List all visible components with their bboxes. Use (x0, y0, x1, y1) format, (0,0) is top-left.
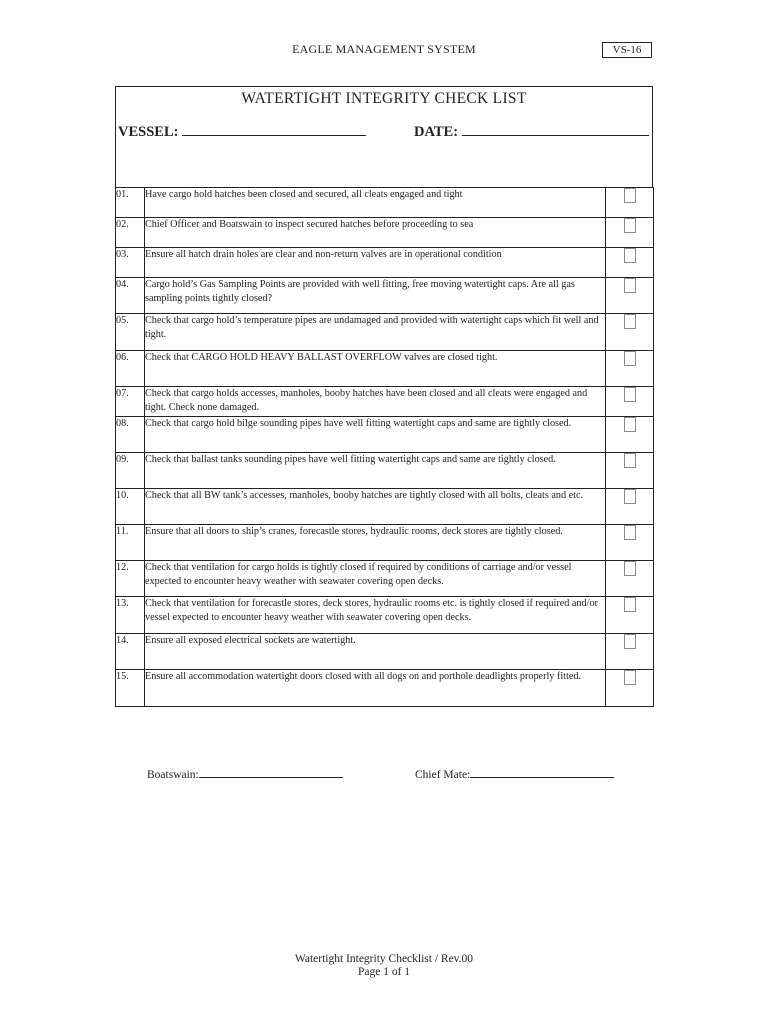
item-description: Cargo hold’s Gas Sampling Points are provided with well fitting, free moving watertight caps. Are all gas sampling points tightly closed? (145, 278, 606, 314)
checklist-table (115, 187, 654, 707)
item-checkbox[interactable] (624, 417, 636, 432)
item-checkbox[interactable] (624, 387, 636, 402)
item-number: 01. (116, 188, 145, 218)
checklist-row (116, 525, 654, 561)
item-number: 13. (116, 597, 145, 634)
checklist-row (116, 314, 654, 351)
boatswain-signature[interactable] (147, 766, 343, 781)
checkbox-cell (606, 417, 654, 453)
item-number: 07. (116, 387, 145, 417)
checklist-row (116, 453, 654, 489)
item-number: 14. (116, 634, 145, 670)
item-number: 12. (116, 561, 145, 597)
checkbox-cell (606, 278, 654, 314)
system-name: EAGLE MANAGEMENT SYSTEM (292, 42, 476, 56)
vessel-input-line[interactable] (182, 123, 366, 136)
date-input-line[interactable] (462, 123, 649, 136)
checklist-row (116, 278, 654, 314)
checkbox-cell (606, 634, 654, 670)
checkbox-cell (606, 218, 654, 248)
document-code: VS-16 (602, 42, 652, 58)
item-description: Check that cargo hold bilge sounding pipes have well fitting watertight caps and same are tightly closed. (145, 417, 606, 453)
checkbox-cell (606, 489, 654, 525)
item-checkbox[interactable] (624, 248, 636, 263)
checklist-row (116, 561, 654, 597)
item-checkbox[interactable] (624, 525, 636, 540)
checklist-row (116, 351, 654, 387)
item-checkbox[interactable] (624, 351, 636, 366)
checklist-row (116, 387, 654, 417)
item-number: 02. (116, 218, 145, 248)
checkbox-cell (606, 453, 654, 489)
boatswain-label: Boatswain: (147, 769, 199, 781)
item-description: Have cargo hold hatches been closed and secured, all cleats engaged and tight (145, 188, 606, 218)
checkbox-cell (606, 351, 654, 387)
item-description: Check that CARGO HOLD HEAVY BALLAST OVERFLOW valves are closed tight. (145, 351, 606, 387)
checkbox-cell (606, 597, 654, 634)
chief-mate-signature[interactable] (415, 766, 614, 781)
checkbox-cell (606, 670, 654, 707)
item-number: 11. (116, 525, 145, 561)
item-number: 10. (116, 489, 145, 525)
boatswain-signature-line[interactable] (199, 766, 343, 778)
item-checkbox[interactable] (624, 218, 636, 233)
checklist-row (116, 218, 654, 248)
item-checkbox[interactable] (624, 453, 636, 468)
vessel-field[interactable] (118, 123, 366, 141)
chief-mate-label: Chief Mate: (415, 769, 471, 781)
checkbox-cell (606, 561, 654, 597)
item-description: Ensure that all doors to ship’s cranes, forecastle stores, hydraulic rooms, deck stores are tightly closed. (145, 525, 606, 561)
item-number: 09. (116, 453, 145, 489)
footer-page-number: Page 1 of 1 (357, 966, 411, 978)
item-description: Check that ventilation for cargo holds is tightly closed if required by conditions of carriage and/or vessel expected to encounter heavy weather with seawater covering open decks. (145, 561, 606, 597)
item-number: 03. (116, 248, 145, 278)
item-number: 08. (116, 417, 145, 453)
checklist-row (116, 417, 654, 453)
checkbox-cell (606, 248, 654, 278)
item-checkbox[interactable] (624, 489, 636, 504)
item-description: Check that ballast tanks sounding pipes have well fitting watertight caps and same are tightly closed. (145, 453, 606, 489)
checklist-row (116, 597, 654, 634)
footer-revision: Watertight Integrity Checklist / Rev.00 (294, 953, 474, 965)
item-checkbox[interactable] (624, 634, 636, 649)
date-field[interactable] (414, 123, 649, 141)
chief-mate-signature-line[interactable] (470, 766, 614, 778)
item-number: 06. (116, 351, 145, 387)
date-label: DATE: (414, 124, 459, 140)
vessel-label: VESSEL: (118, 124, 179, 140)
item-description: Check that all BW tank’s accesses, manholes, booby hatches are tightly closed with all bolts, cleats and etc. (145, 489, 606, 525)
form-header-box (115, 86, 653, 187)
item-number: 04. (116, 278, 145, 314)
checklist-row (116, 188, 654, 218)
item-description: Ensure all hatch drain holes are clear and non-return valves are in operational condition (145, 248, 606, 278)
item-description: Ensure all accommodation watertight doors closed with all dogs on and porthole deadlights properly fitted. (145, 670, 606, 707)
item-checkbox[interactable] (624, 188, 636, 203)
item-description: Chief Officer and Boatswain to inspect secured hatches before proceeding to sea (145, 218, 606, 248)
item-checkbox[interactable] (624, 314, 636, 329)
checklist-row (116, 248, 654, 278)
item-checkbox[interactable] (624, 278, 636, 293)
item-description: Ensure all exposed electrical sockets are watertight. (145, 634, 606, 670)
checkbox-cell (606, 525, 654, 561)
item-checkbox[interactable] (624, 670, 636, 685)
form-title: WATERTIGHT INTEGRITY CHECK LIST (241, 90, 527, 107)
item-description: Check that ventilation for forecastle stores, deck stores, hydraulic rooms etc. is tightly closed if required and/or vessel expected to encounter heavy weather with seawater covering open decks. (145, 597, 606, 634)
checklist-row (116, 670, 654, 707)
item-description: Check that cargo hold’s temperature pipes are undamaged and provided with watertight caps which fit well and tight. (145, 314, 606, 351)
item-description: Check that cargo holds accesses, manholes, booby hatches have been closed and all cleats were engaged and tight. Check none damaged. (145, 387, 606, 417)
checklist-row (116, 489, 654, 525)
checkbox-cell (606, 188, 654, 218)
checklist-row (116, 634, 654, 670)
checkbox-cell (606, 387, 654, 417)
item-checkbox[interactable] (624, 597, 636, 612)
checkbox-cell (606, 314, 654, 351)
item-number: 05. (116, 314, 145, 351)
item-checkbox[interactable] (624, 561, 636, 576)
item-number: 15. (116, 670, 145, 707)
